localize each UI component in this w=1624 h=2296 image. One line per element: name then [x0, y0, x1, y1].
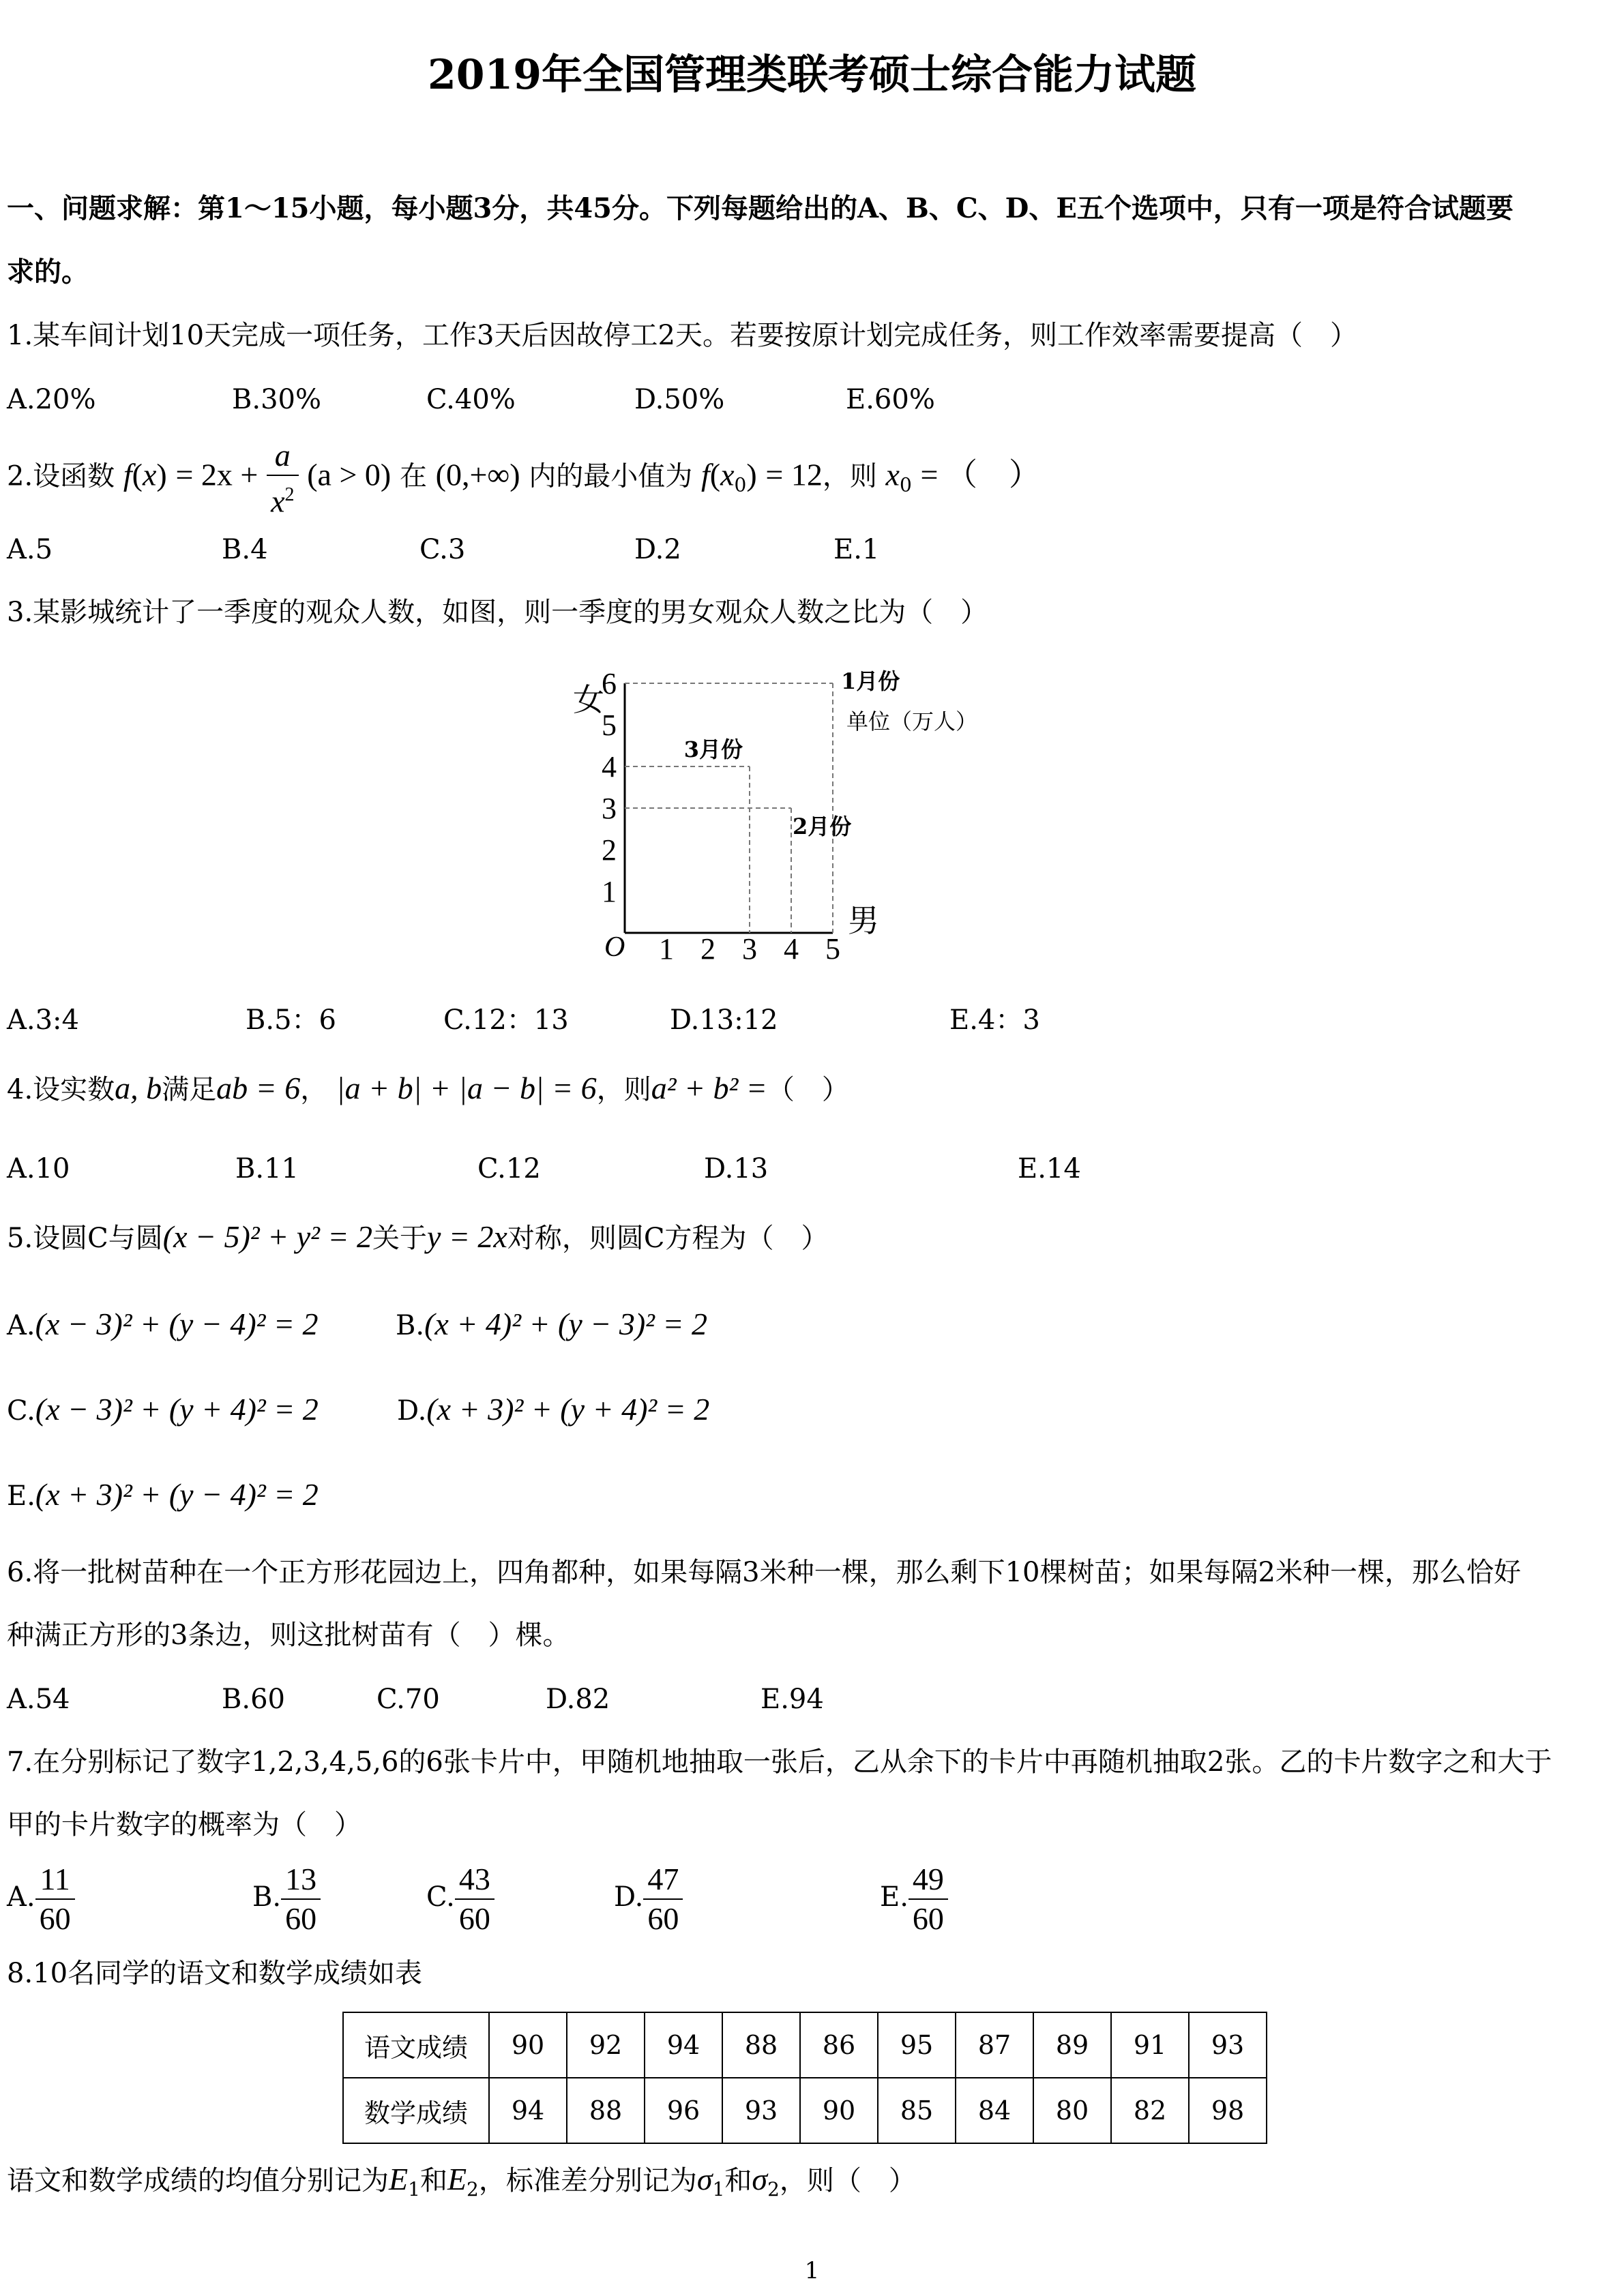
q5-prefix: 5.设圆C与圆: [7, 1223, 163, 1254]
q6-option-e: E.94: [761, 1684, 824, 1715]
q2-result: = 12: [765, 457, 823, 492]
x-axis-label: 男: [848, 904, 879, 938]
q4-option-c: C.12: [477, 1153, 541, 1184]
q5-line: y = 2x: [426, 1219, 507, 1254]
scores-table: [342, 2012, 1267, 2144]
point-label: 3月份: [683, 736, 743, 762]
table-cell: 98: [1189, 2078, 1267, 2143]
table-cell: 93: [1189, 2012, 1267, 2078]
q1-option-a: A.20%: [7, 384, 96, 415]
q5-option-a: A.(x − 3)² + (y − 4)² = 2: [7, 1307, 319, 1341]
q1-option-c: C.40%: [426, 384, 516, 415]
q6-option-b: B.60: [222, 1684, 286, 1715]
table-cell: 90: [489, 2012, 567, 2078]
question-5-stem: [7, 1221, 828, 1255]
q5-option-b: B.(x + 4)² + (y − 3)² = 2: [396, 1307, 707, 1341]
q2-mid2: 内的最小值为: [529, 460, 693, 492]
row-header-math: 数学成绩: [343, 2078, 489, 2143]
q6-option-c: C.70: [377, 1684, 440, 1715]
q2-option-b: B.4: [222, 534, 268, 565]
question-6-line2: 种满正方形的3条边，则这批树苗有（ ）棵。: [7, 1620, 570, 1651]
y-tick-label: 6: [602, 667, 617, 700]
q4-mid: 满足: [162, 1074, 217, 1105]
q1-option-d: D.50%: [634, 384, 725, 415]
q2-option-d: D.2: [634, 534, 681, 565]
question-7-line2: 甲的卡片数字的概率为（ ）: [7, 1809, 361, 1840]
question-3-stem: 3.某影城统计了一季度的观众人数，如图，则一季度的男女观众人数之比为（ ）: [7, 597, 988, 628]
q3-chart: [573, 655, 1050, 975]
q4-sep: ，: [300, 1074, 328, 1105]
q4-ask: a² + b² =: [651, 1071, 767, 1105]
q2-option-c: C.3: [419, 534, 466, 565]
question-7-line1: 7.在分别标记了数字1,2,3,4,5,6的6张卡片中，甲随机地抽取一张后，乙从余下的卡片中再随机抽取2张。乙的卡片数字之和大于: [7, 1746, 1552, 1778]
q2-mid: 在: [399, 460, 427, 492]
table-cell: 89: [1033, 2012, 1111, 2078]
q2-f: f: [123, 457, 132, 492]
y-tick-label: 1: [602, 875, 617, 908]
q4-vars: a, b: [115, 1071, 162, 1105]
q7-option-d: D. $\frac{47}{60}$: [614, 1860, 683, 1938]
y-tick-label: 2: [602, 833, 617, 867]
table-cell: 80: [1033, 2078, 1111, 2143]
table-row: [343, 2078, 1267, 2143]
y-tick-label: 3: [602, 792, 617, 825]
q4-option-d: D.13: [704, 1153, 769, 1184]
page-number: 1: [804, 2257, 820, 2284]
row-header-chinese: 语文成绩: [343, 2012, 489, 2078]
y-axis-label: 女: [573, 683, 604, 717]
question-8-followup: 语文和数学成绩的均值分别记为$E_1$和$E_2$，标准差分别记为$\sigma_1$和$\sigma_2$，则（ ）: [7, 2162, 916, 2201]
table-cell: 94: [645, 2012, 722, 2078]
q3-option-b: B.5：6: [246, 1004, 337, 1036]
q2-x: x: [143, 457, 157, 492]
q2-f2: f: [700, 457, 710, 492]
q7-option-b: B. $\frac{13}{60}$: [252, 1860, 321, 1938]
table-cell: 86: [800, 2012, 878, 2078]
table-cell: 94: [489, 2078, 567, 2143]
q4-option-e: E.14: [1018, 1153, 1081, 1184]
q5-option-d: D.(x + 3)² + (y + 4)² = 2: [397, 1392, 710, 1427]
q2-ask-x0: x: [885, 457, 900, 492]
question-4-stem: [7, 1072, 849, 1106]
q5-option-c: C.(x − 3)² + (y + 4)² = 2: [7, 1392, 319, 1427]
q3-option-a: A.3:4: [7, 1004, 79, 1036]
page-title: 2019年全国管理类联考硕士综合能力试题: [428, 51, 1196, 99]
table-row: [343, 2012, 1267, 2078]
q6-option-a: A.54: [7, 1684, 70, 1715]
q3-option-e: E.4：3: [949, 1004, 1040, 1036]
q7-option-e: E. $\frac{49}{60}$: [880, 1860, 948, 1938]
table-cell: 90: [800, 2078, 878, 2143]
x-tick-label: 2: [700, 932, 715, 966]
q2-fraction: $\frac{a}{x^2}$: [267, 436, 298, 520]
q5-suffix: 对称，则圆C方程为（ ）: [507, 1223, 829, 1254]
q2-ask: = （ ）: [920, 457, 1040, 492]
q4-eq2: |a + b| + |a − b| = 6: [336, 1071, 597, 1105]
q2-frac-den: x: [271, 483, 285, 519]
q6-option-d: D.82: [546, 1684, 610, 1715]
q2-option-e: E.1: [833, 534, 880, 565]
q2-option-a: A.5: [7, 534, 53, 565]
q4-option-b: B.11: [235, 1153, 299, 1184]
q5-circle: (x − 5)² + y² = 2: [162, 1219, 372, 1254]
table-cell: 95: [878, 2012, 956, 2078]
question-6-line1: 6.将一批树苗种在一个正方形花园边上，四角都种，如果每隔3米种一棵，那么剩下10棵树苗；如果每隔2米种一棵，那么恰好: [7, 1557, 1521, 1588]
table-cell: 92: [567, 2012, 645, 2078]
q7-option-a: A. $\frac{11}{60}$: [7, 1860, 75, 1938]
table-cell: 88: [567, 2078, 645, 2143]
question-8-stem: 8.10名同学的语文和数学成绩如表: [7, 1958, 423, 1989]
q2-frac-num: a: [267, 436, 298, 476]
table-cell: 93: [722, 2078, 800, 2143]
q4-prefix: 4.设实数: [7, 1074, 115, 1105]
y-tick-label: 4: [602, 750, 617, 784]
x-tick-label: 5: [825, 932, 840, 966]
q4-eq1: ab = 6: [216, 1071, 301, 1105]
q4-option-a: A.10: [7, 1153, 70, 1184]
y-tick-label: 5: [602, 709, 617, 742]
q2-cond: (a > 0): [307, 457, 392, 492]
q2-eq: = 2x +: [175, 457, 259, 492]
section-instructions-line2: 求的。: [7, 256, 89, 288]
unit-label: 单位（万人）: [846, 709, 978, 735]
table-cell: 84: [956, 2078, 1033, 2143]
question-2-stem: 2.设函数 f(x) = 2x + $\frac{a}{x^2}$ (a > 0) 在 (0,+∞) 内的最小值为 $f(x_0) = 12$，则 $x_0$ = （ ）: [7, 436, 1040, 520]
q4-suffix: ，则: [596, 1074, 651, 1105]
q7-option-c: C. $\frac{43}{60}$: [426, 1860, 494, 1938]
table-cell: 88: [722, 2012, 800, 2078]
q2-interval: (0,+∞): [435, 457, 520, 492]
q5-mid: 关于: [372, 1223, 427, 1254]
table-cell: 85: [878, 2078, 956, 2143]
q2-prefix: 2.设函数: [7, 460, 115, 492]
q4-end: （ ）: [767, 1074, 849, 1105]
q2-suffix: ，则: [822, 460, 877, 492]
origin-label: O: [604, 931, 625, 963]
q2-x0: x: [720, 457, 735, 492]
point-label: 2月份: [793, 814, 852, 839]
q3-option-c: C.12：13: [443, 1004, 569, 1036]
q3-option-d: D.13:12: [670, 1004, 778, 1036]
point-label: 1月份: [841, 668, 900, 694]
table-cell: 87: [956, 2012, 1033, 2078]
table-cell: 82: [1111, 2078, 1189, 2143]
q1-option-b: B.30%: [232, 384, 322, 415]
section-instructions-line1: 一、问题求解：第1～15小题，每小题3分，共45分。下列每题给出的A、B、C、D、E五个选项中，只有一项是符合试题要: [7, 192, 1514, 224]
table-cell: 91: [1111, 2012, 1189, 2078]
table-cell: 96: [645, 2078, 722, 2143]
x-tick-label: 1: [659, 932, 674, 966]
q5-option-e: E.(x + 3)² + (y − 4)² = 2: [7, 1477, 319, 1512]
question-1-stem: 1.某车间计划10天完成一项任务，工作3天后因故停工2天。若要按原计划完成任务，则工作效率需要提高（ ）: [7, 320, 1357, 351]
q1-option-e: E.60%: [846, 384, 935, 415]
x-tick-label: 3: [742, 932, 757, 966]
x-tick-label: 4: [784, 932, 799, 966]
